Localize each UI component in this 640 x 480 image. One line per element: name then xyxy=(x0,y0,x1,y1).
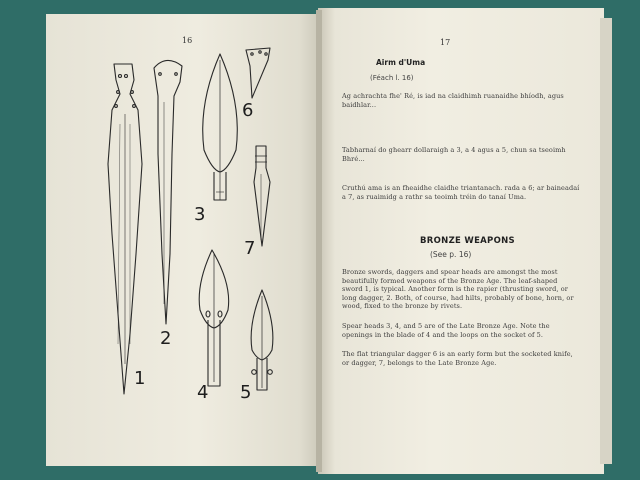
section2-text-3 xyxy=(342,350,580,367)
section1-subtitle: (Féach l. 16) xyxy=(370,74,414,82)
figure-label-6: 6 xyxy=(242,100,254,121)
figure-label-3: 3 xyxy=(194,204,206,225)
section1-paragraph-1: Ag achrachta fhe' Ré, is iad na claidhimh ruanaidhe bhíodh, agus baidhlar... xyxy=(342,92,564,109)
section2-paragraph-2: Spear heads 3, 4, and 5 are of the Late Bronze Age. Note the openings in the blade of 4 and the loops on the socket of 5. xyxy=(342,322,550,339)
section1-paragraph-2: Tabharnaí do ghearr dollaraigh a 3, a 4 agus a 5, chun sa tseoimh Bhré... xyxy=(342,146,566,163)
figure-label-2: 2 xyxy=(160,328,172,349)
section2-title: BRONZE WEAPONS xyxy=(420,236,515,246)
leaf-sword-drawing xyxy=(108,64,142,394)
spearhead-3-drawing xyxy=(203,54,238,200)
page-edges xyxy=(600,18,612,464)
spearhead-5-drawing xyxy=(251,290,273,390)
section2-paragraph-3: The flat triangular dagger 6 is an early form but the socketed knife, or dagger, 7, belongs to the Late Bronze Age. xyxy=(342,350,573,367)
section1-text xyxy=(342,92,580,109)
figure-label-7: 7 xyxy=(244,238,256,259)
figure-label-1: 1 xyxy=(134,368,146,389)
dagger-6-drawing xyxy=(246,48,270,98)
bronze-weapons-illustration xyxy=(46,14,322,466)
section1-text-3 xyxy=(342,184,580,201)
figure-label-4: 4 xyxy=(197,382,209,403)
section2-subtitle: (See p. 16) xyxy=(430,250,472,259)
section1-text-2 xyxy=(342,146,580,163)
figure-label-5: 5 xyxy=(240,382,252,403)
section2-text-1 xyxy=(342,268,580,311)
left-page-number: 16 xyxy=(182,36,193,45)
section1-title: Airm d'Uma xyxy=(376,58,426,67)
section2-text-2 xyxy=(342,322,580,339)
rapier-drawing xyxy=(154,60,182,324)
section2-paragraph-1: Bronze swords, daggers and spear heads are amongst the most beautifully formed weapons of the Bronze Age. The leaf-shaped sword 1, is typical. Another form is the rapier (thrusting sword, or long dagger, 2. Both, of course, had hilts, probably of bone, horn, or wood, fixed to the bronze by rivets. xyxy=(342,268,574,310)
section1-paragraph-3: Cruthú ama is an fheaidhe claidhe triantanach. rada a 6; ar baineadaí a 7, as ruaimidg a rathr sa teoimh tréin do tanaí Uma. xyxy=(342,184,580,201)
socketed-knife-7-drawing xyxy=(254,146,270,246)
spearhead-4-drawing xyxy=(199,250,228,386)
right-page-number: 17 xyxy=(440,38,451,47)
